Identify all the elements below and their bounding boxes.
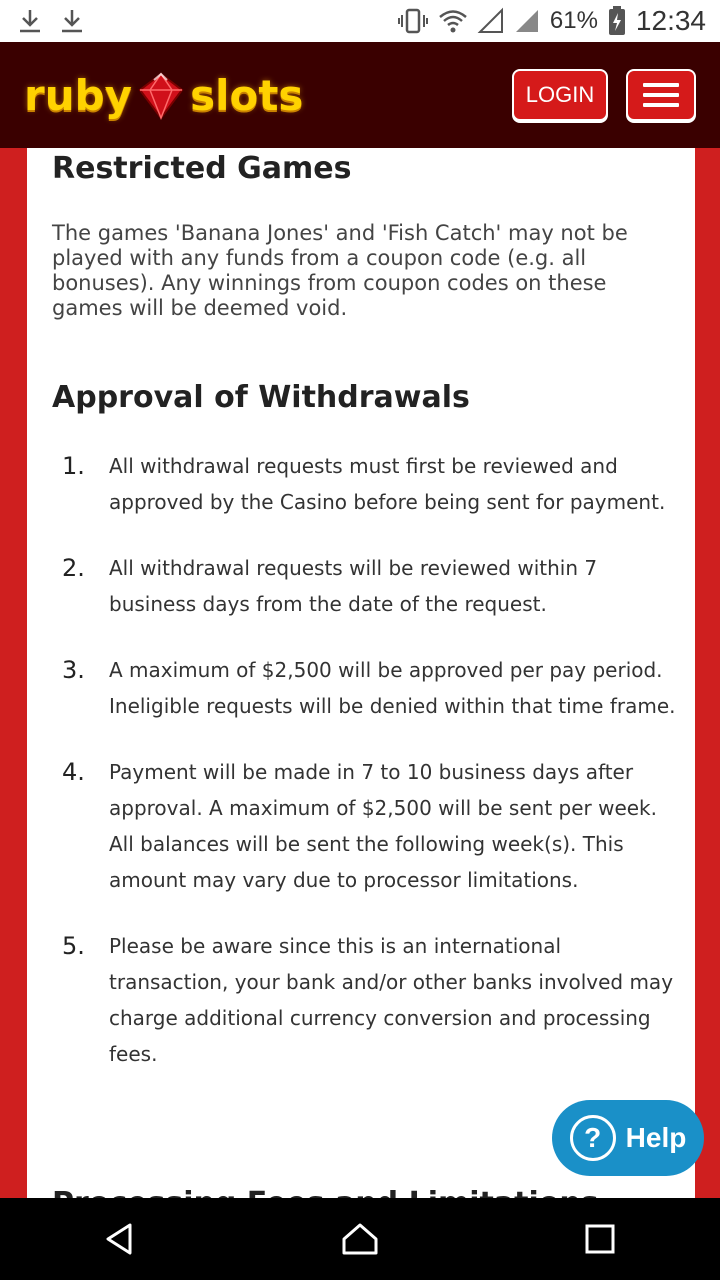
list-item-text: All withdrawal requests will be reviewed within 7 business days from the date of the request. — [109, 556, 598, 616]
list-item-number: 3. — [62, 656, 85, 684]
restricted-games-text: The games 'Banana Jones' and 'Fish Catch' may not be played with any funds from a coupon code (e.g. all bonuses). Any winnings from coupon codes on these games will be deemed void. — [52, 221, 628, 320]
restricted-games-heading: Restricted Games — [52, 151, 352, 186]
list-item-text: A maximum of $2,500 will be approved per pay period. Ineligible requests will be denied within that time frame. — [109, 658, 676, 718]
withdrawal-rules-list — [52, 448, 682, 1102]
download-icon — [58, 7, 86, 35]
menu-bar — [643, 83, 679, 87]
login-button[interactable]: LOGIN — [512, 69, 608, 121]
status-bar — [0, 0, 720, 42]
list-item-number: 4. — [62, 758, 85, 786]
logo-text-left: ruby — [24, 70, 133, 120]
battery-charging-icon — [608, 6, 626, 36]
site-header — [0, 42, 720, 148]
help-button[interactable] — [552, 1100, 704, 1176]
status-system — [398, 5, 706, 37]
android-nav-bar — [0, 1198, 720, 1280]
status-notifications — [16, 7, 86, 35]
nav-recents-button[interactable] — [560, 1209, 640, 1269]
signal-icon — [514, 8, 540, 34]
logo-text-right: slots — [190, 70, 304, 120]
nav-back-button[interactable] — [80, 1209, 160, 1269]
list-item — [52, 550, 682, 622]
recents-square-icon — [583, 1222, 617, 1256]
back-triangle-icon — [102, 1221, 138, 1257]
header-actions — [512, 69, 696, 121]
signal-empty-icon — [478, 8, 504, 34]
ruby-slots-logo[interactable] — [24, 68, 303, 122]
list-item-text: All withdrawal requests must first be reviewed and approved by the Casino before being sent for payment. — [109, 454, 666, 514]
list-item — [52, 652, 682, 724]
list-item-number: 2. — [62, 554, 85, 582]
nav-home-button[interactable] — [320, 1209, 400, 1269]
menu-bar — [643, 93, 679, 97]
hamburger-menu-button[interactable] — [626, 69, 696, 121]
terms-content[interactable] — [27, 148, 695, 1198]
list-item — [52, 448, 682, 520]
question-mark-icon: ? — [570, 1115, 616, 1161]
list-item — [52, 754, 682, 898]
wifi-icon — [438, 8, 468, 34]
list-item — [52, 928, 682, 1072]
list-item-number: 1. — [62, 452, 85, 480]
ruby-gem-icon — [134, 68, 188, 122]
menu-bar — [643, 103, 679, 107]
home-icon — [340, 1221, 380, 1257]
list-item-number: 5. — [62, 932, 85, 960]
download-icon — [16, 7, 44, 35]
vibrate-icon — [398, 8, 428, 34]
help-label: Help — [625, 1122, 687, 1153]
approval-withdrawals-heading: Approval of Withdrawals — [52, 380, 470, 415]
clock: 12:34 — [635, 5, 706, 36]
list-item-text: Payment will be made in 7 to 10 business days after approval. A maximum of $2,500 will be sent per week. All balances will be sent the following week(s). This amount may vary due to processor limitations. — [109, 760, 657, 892]
list-item-text: Please be aware since this is an international transaction, your bank and/or other banks involved may charge additional currency conversion and processing fees. — [109, 934, 674, 1066]
battery-percent: 61% — [549, 7, 598, 34]
